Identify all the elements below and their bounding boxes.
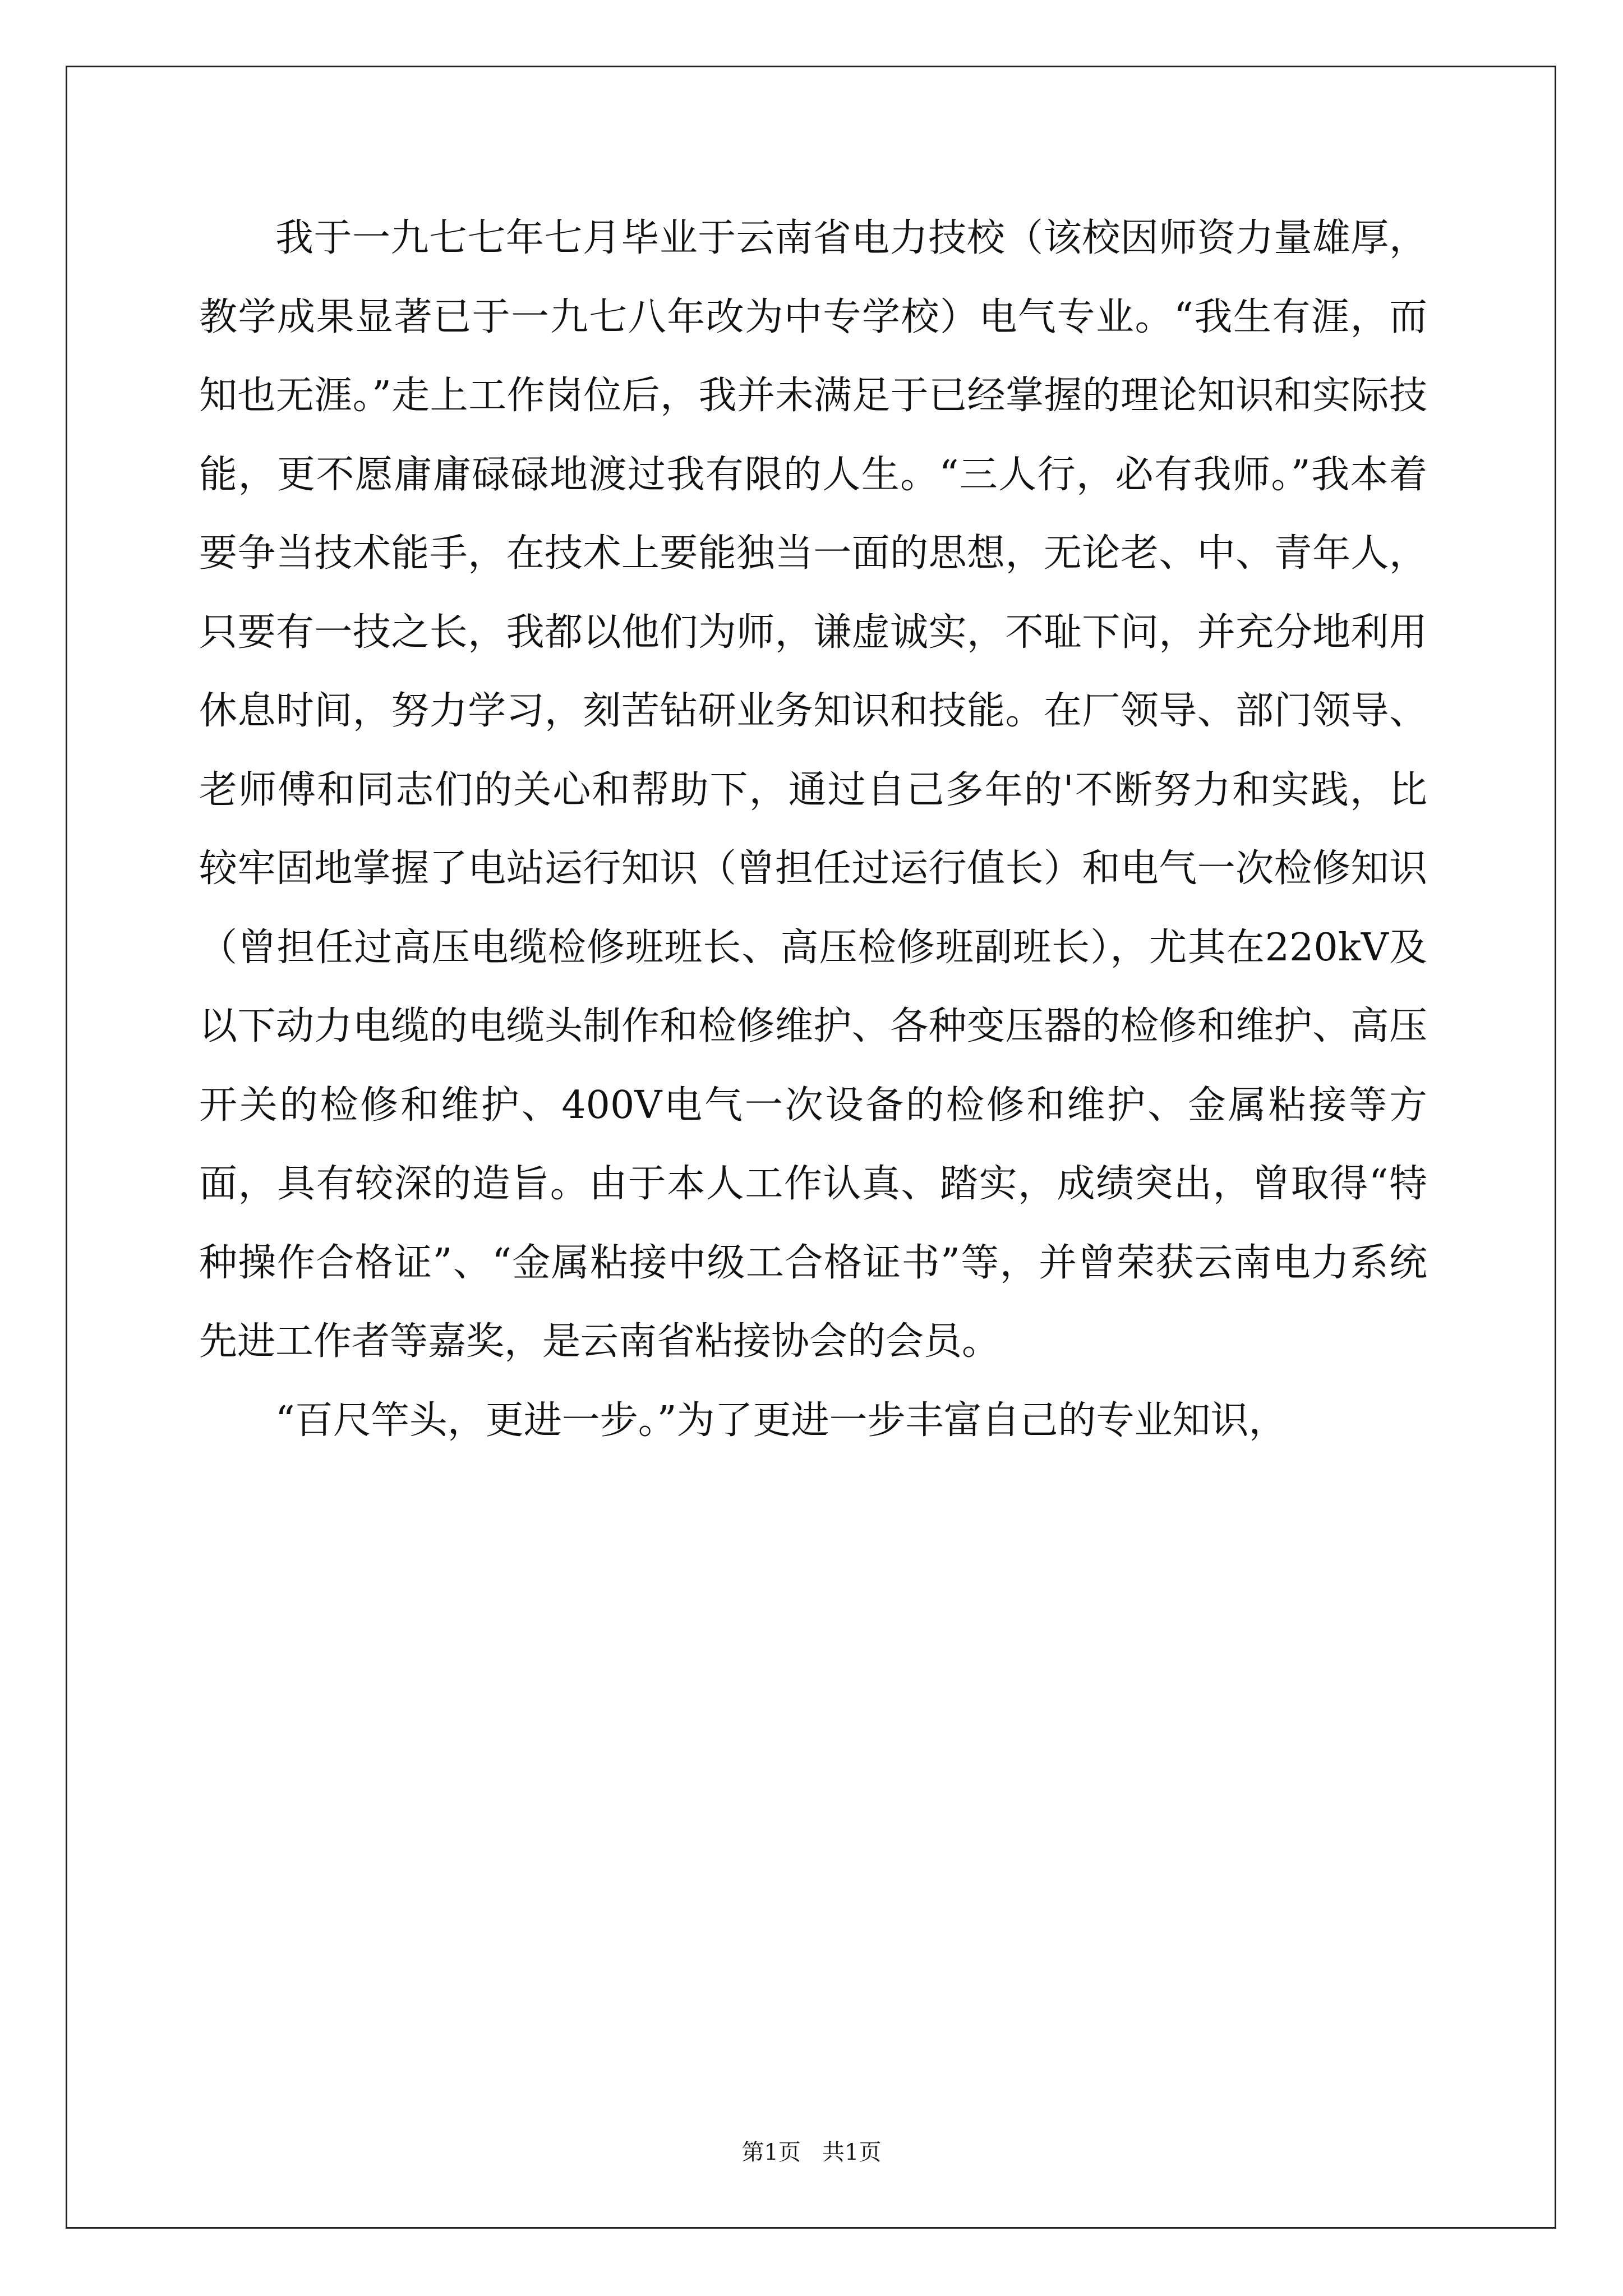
document-body	[199, 199, 1427, 1460]
paragraph-1: 我于一九七七年七月毕业于云南省电力技校（该校因师资力量雄厚，教学成果显著已于一九七八年改为中专学校）电气专业。“我生有涯，而知也无涯。”走上工作岗位后，我并未满足于已经掌握的理论知识和实际技能，更不愿庸庸碌碌地渡过我有限的人生。“三人行，必有我师。”我本着要争当技术能手，在技术上要能独当一面的思想，无论老、中、青年人，只要有一技之长，我都以他们为师，谦虚诚实，不耻下问，并充分地利用休息时间，努力学习，刻苦钻研业务知识和技能。在厂领导、部门领导、老师傅和同志们的关心和帮助下，通过自己多年的'不断努力和实践，比较牢固地掌握了电站运行知识（曾担任过运行值长）和电气一次检修知识（曾担任过高压电缆检修班班长、高压检修班副班长），尤其在220kV及以下动力电缆的电缆头制作和检修维护、各种变压器的检修和维护、高压开关的检修和维护、400V电气一次设备的检修和维护、金属粘接等方面，具有较深的造旨。由于本人工作认真、踏实，成绩突出，曾取得“特种操作合格证”、“金属粘接中级工合格证书”等，并曾荣获云南电力系统先进工作者等嘉奖，是云南省粘接协会的会员。	[199, 216, 1427, 1364]
paragraph-2: “百尺竿头，更进一步。”为了更进一步丰富自己的专业知识，	[275, 1398, 1287, 1443]
page-number-footer: 第1页 共1页	[741, 2139, 882, 2165]
